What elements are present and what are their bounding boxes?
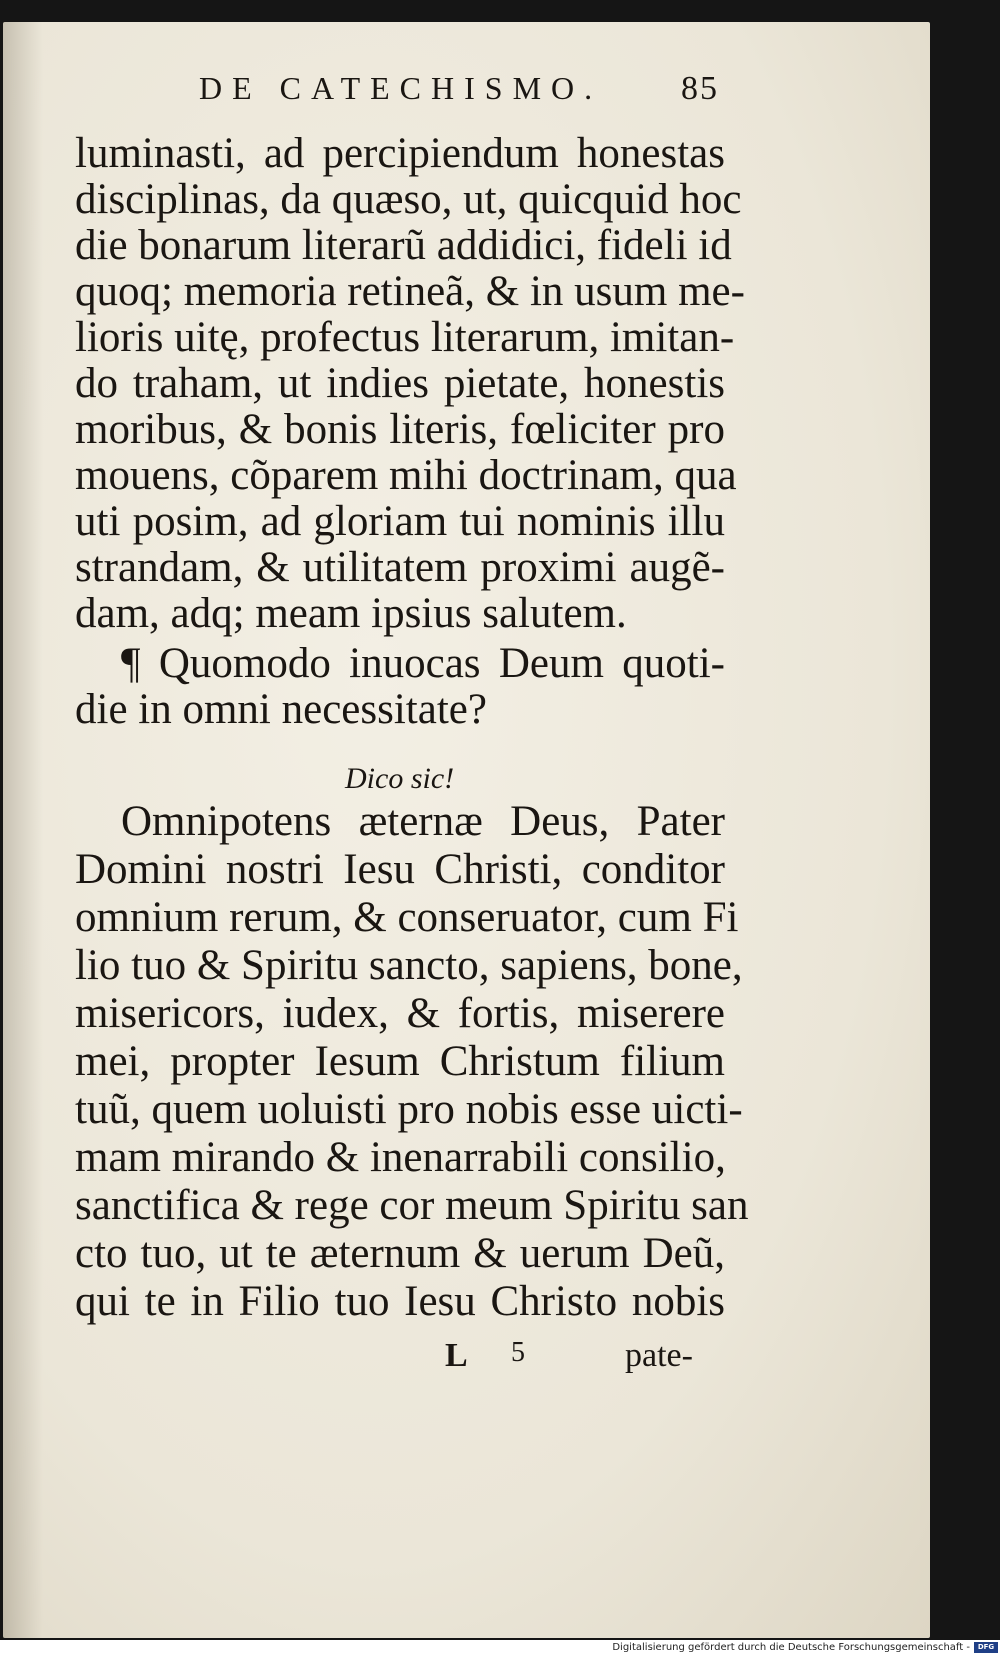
page-number: 85 [681, 70, 719, 107]
signature-mark: L [445, 1337, 468, 1374]
prayer-line: mei, propter Iesum Christum filium [75, 1038, 725, 1085]
text-line: strandam, & utilitatem proximi augẽ- [75, 544, 725, 591]
text-line: do traham, ut indies pietate, honestis [75, 360, 725, 407]
running-title: DE CATECHISMO. [199, 70, 603, 106]
prayer-line: tuũ, quem uoluisti pro nobis esse uicti- [75, 1086, 743, 1133]
spine-shadow [3, 22, 43, 1638]
catchword: pate- [625, 1337, 693, 1374]
signature-number: 5 [511, 1337, 525, 1368]
prayer-line: cto tuo, ut te æternum & uerum Deũ, [75, 1230, 725, 1277]
footer-bar [0, 1640, 1000, 1655]
text-line: uti posim, ad gloriam tui nominis illu [75, 498, 725, 545]
question-line: ¶ Quomodo inuocas Deum quoti- [121, 640, 725, 687]
prayer-line: Omnipotens æternæ Deus, Pater [121, 798, 725, 845]
text-line: die bonarum literarũ addidici, fideli id [75, 222, 732, 269]
question-line: die in omni necessitate? [75, 686, 487, 733]
text-line: mouens, cõparem mihi doctrinam, qua [75, 452, 737, 499]
text-line: lioris uitę, profectus literarum, imitan- [75, 314, 735, 361]
running-header [199, 70, 719, 120]
prayer-line: omnium rerum, & conseruator, cum Fi [75, 894, 739, 941]
prayer-line: mam mirando & inenarrabili consilio, [75, 1134, 726, 1181]
footer-credit: Digitalisierung gefördert durch die Deutsche Forschungsgemeinschaft - [612, 1642, 970, 1653]
book-page [3, 22, 930, 1638]
prayer-line: qui te in Filio tuo Iesu Christo nobis [75, 1278, 725, 1325]
text-line: moribus, & bonis literis, fœliciter pro [75, 406, 725, 453]
prayer-line: misericors, iudex, & fortis, miserere [75, 990, 725, 1037]
prayer-line: Domini nostri Iesu Christi, conditor [75, 846, 725, 893]
prayer-line: lio tuo & Spiritu sancto, sapiens, bone, [75, 942, 743, 989]
text-line: luminasti, ad percipiendum honestas [75, 130, 725, 177]
caption: Dico sic! [345, 762, 455, 795]
text-line: disciplinas, da quæso, ut, quicquid hoc [75, 176, 742, 223]
prayer-line: sanctifica & rege cor meum Spiritu san [75, 1182, 749, 1229]
text-line: quoq; memoria retineã, & in usum me- [75, 268, 745, 315]
text-line: dam, adq; meam ipsius salutem. [75, 590, 627, 637]
dfg-logo: DFG [974, 1642, 998, 1653]
